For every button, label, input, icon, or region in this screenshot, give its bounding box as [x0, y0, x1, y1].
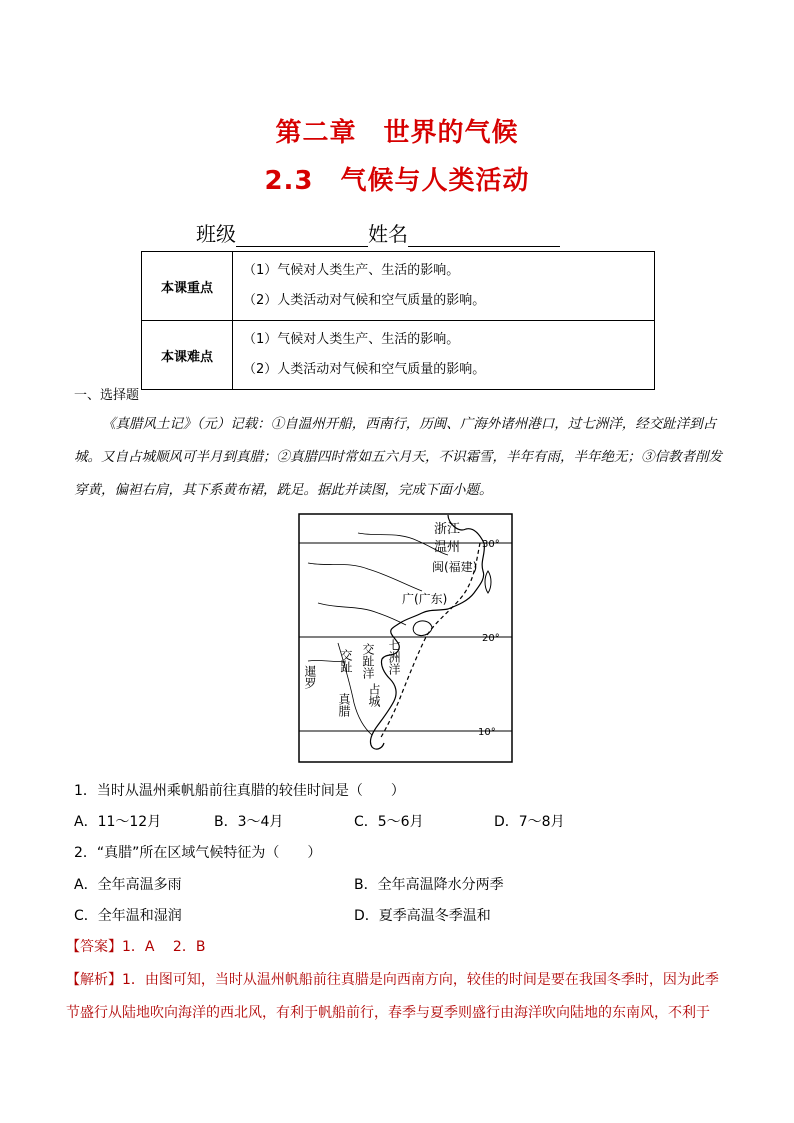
analysis-text: 【解析】1．由图可知，当时从温州帆船前往真腊是向西南方向，较佳的时间是要在我国冬季时，因为此季节盛行从陆地吹向海洋的西北风，有利于帆船前行，春季与夏季则盛行由海洋吹向陆地的东南风，不利于: [66, 972, 719, 1021]
question-1: 1．当时从温州乘帆船前往真腊的较佳时间是（ ）: [74, 783, 405, 799]
difficulty-line-2: （2）人类活动对气候和空气质量的影响。: [243, 362, 486, 377]
label-xianluo: 暹罗: [303, 665, 317, 689]
class-label: 班级: [196, 222, 236, 246]
answer-line: 【答案】1．A 2．B: [66, 939, 206, 955]
q1-option-d[interactable]: D．7～8月: [494, 814, 565, 830]
name-label: 姓名: [368, 222, 408, 246]
name-blank[interactable]: [408, 224, 560, 247]
q2-option-c[interactable]: C．全年温和湿润: [74, 908, 182, 924]
key-line-1: （1）气候对人类生产、生活的影响。: [243, 263, 460, 278]
label-min: 闽(福建): [432, 560, 478, 574]
q1-option-b[interactable]: B．3～4月: [214, 814, 284, 830]
label-lat10: 10°: [478, 727, 496, 738]
route-map: [298, 513, 513, 763]
difficulty-label: 本课难点: [142, 321, 233, 390]
q2-option-a[interactable]: A．全年高温多雨: [74, 877, 182, 893]
q1-option-a[interactable]: A．11～12月: [74, 814, 162, 830]
q2-option-d[interactable]: D．夏季高温冬季温和: [354, 908, 491, 924]
label-zhenla: 真腊: [337, 693, 351, 717]
label-jiaozhi: 交趾: [339, 649, 353, 673]
key-points-table: [141, 251, 655, 390]
label-zhejiang: 浙江: [434, 522, 461, 537]
class-name-line: [196, 218, 560, 247]
class-blank[interactable]: [236, 224, 368, 247]
chapter-title: 第二章 世界的气候: [275, 118, 519, 148]
key-label: 本课重点: [142, 252, 233, 321]
label-qizhou: 七洲洋: [387, 639, 401, 675]
label-wenzhou: 温州: [434, 540, 461, 555]
label-lat30: 30°: [482, 539, 500, 550]
map-frame: [299, 514, 512, 762]
label-jiaozhi-yang: 交趾洋: [361, 643, 375, 679]
difficulty-content: [233, 321, 655, 390]
difficulty-line-1: （1）气候对人类生产、生活的影响。: [243, 332, 460, 347]
q2-option-b[interactable]: B．全年高温降水分两季: [354, 877, 504, 893]
difficulty-row: [142, 321, 655, 390]
key-content: [233, 252, 655, 321]
label-guang: 广(广东): [402, 592, 448, 606]
section-title: 一、选择题: [74, 388, 140, 403]
label-lat20: 20°: [482, 633, 500, 644]
question-2: 2．“真腊”所在区域气候特征为（ ）: [74, 845, 322, 861]
key-row: [142, 252, 655, 321]
q1-option-c[interactable]: C．5～6月: [354, 814, 424, 830]
reading-passage: 《真腊风土记》（元）记载：①自温州开船，西南行，历闽、广海外诸州港口，过七洲洋，经交趾洋到占城。又自占城顺风可半月到真腊；②真腊四时常如五六月天，不识霜雪，半年有雨，半年绝无；③信教者削发穿黄，偏袒右肩，其下系黄布裙，跣足。据此并读图，完成下面小题。: [74, 416, 722, 498]
label-zhancheng: 占城: [367, 683, 381, 707]
key-line-2: （2）人类活动对气候和空气质量的影响。: [243, 293, 486, 308]
lesson-title: 2.3 气候与人类活动: [264, 166, 530, 196]
